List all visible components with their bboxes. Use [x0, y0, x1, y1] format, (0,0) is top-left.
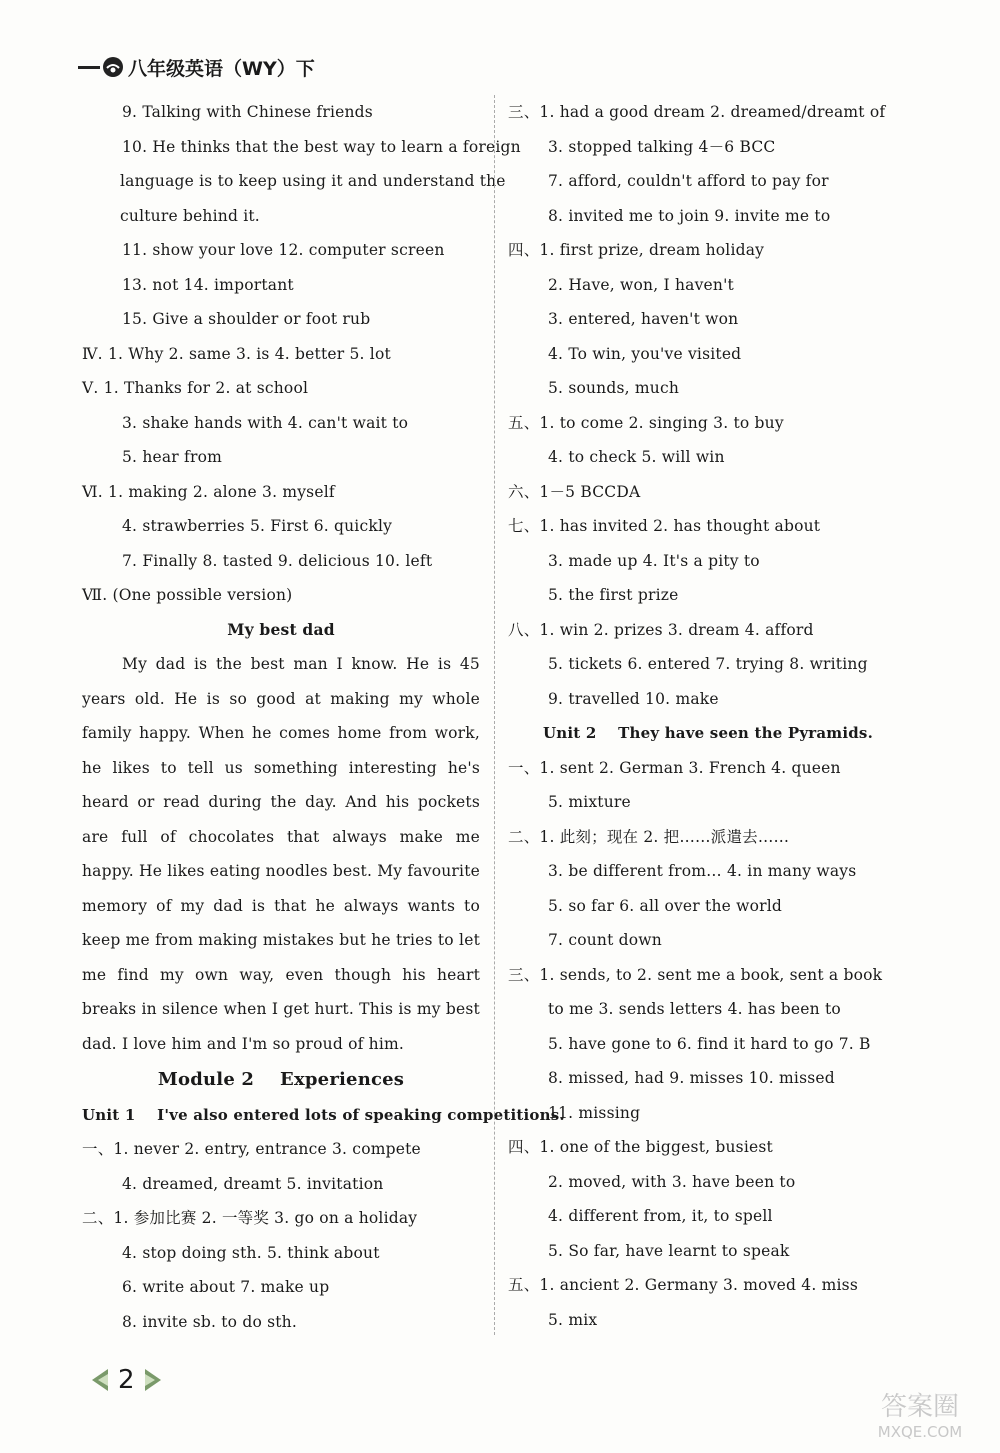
answer-line: 13. not 14. important — [122, 275, 294, 294]
answer-line: 四、1. first prize, dream holiday — [508, 241, 765, 259]
unit-title: Unit 2 They have seen the Pyramids. — [542, 724, 874, 742]
answer-line: language is to keep using it and understand the — [120, 172, 506, 190]
answer-line: 三、1. sends, to 2. sent me a book, sent a book — [508, 965, 883, 984]
answer-line: 4. strawberries 5. First 6. quickly — [122, 517, 393, 535]
svg-text:MXQE.COM: MXQE.COM — [877, 1423, 963, 1441]
answer-line: 一、1. never 2. entry, entrance 3. compete — [82, 1140, 421, 1158]
watermark-logo — [860, 1385, 980, 1445]
answer-line: 3. be different from… 4. in many ways — [548, 862, 857, 880]
answer-line: 3. entered, haven't won — [548, 310, 739, 328]
answer-line: 5. So far, have learnt to speak — [548, 1241, 790, 1260]
essay-title: My best dad — [227, 619, 335, 639]
next-arrow-icon — [143, 1367, 165, 1393]
answer-line: 4. dreamed, dreamt 5. invitation — [122, 1174, 384, 1193]
answer-line: Ⅴ. 1. Thanks for 2. at school — [82, 379, 309, 397]
right-column — [508, 95, 908, 1337]
answer-line: 5. mix — [548, 1310, 598, 1329]
svg-text:答案圈: 答案圈 — [880, 1392, 960, 1422]
answer-line: Ⅳ. 1. Why 2. same 3. is 4. better 5. lot — [82, 344, 391, 363]
answer-line: 9. travelled 10. make — [548, 689, 719, 708]
answer-line: 3. stopped talking 4－6 BCC — [548, 137, 776, 156]
answer-line: 3. shake hands with 4. can't wait to — [122, 413, 409, 432]
answer-line: 7. Finally 8. tasted 9. delicious 10. left — [122, 551, 433, 570]
answer-line: 5. the first prize — [548, 586, 679, 604]
answer-line: 5. so far 6. all over the world — [548, 896, 783, 915]
answer-line: 一、1. sent 2. German 3. French 4. queen — [508, 758, 841, 777]
answer-line: 5. have gone to 6. find it hard to go 7. B — [548, 1034, 871, 1053]
answer-line: 9. Talking with Chinese friends — [122, 103, 373, 121]
answer-line: 15. Give a shoulder or foot rub — [122, 310, 371, 328]
module-title: Module 2 Experiences — [157, 1069, 405, 1090]
answer-line: 四、1. one of the biggest, busiest — [508, 1138, 773, 1156]
answer-line: 11. missing — [548, 1103, 641, 1122]
answer-line: 8. missed, had 9. misses 10. missed — [548, 1069, 835, 1087]
answer-line: 2. moved, with 3. have been to — [548, 1172, 796, 1191]
answer-line: 五、1. ancient 2. Germany 3. moved 4. miss — [508, 1276, 858, 1294]
answer-line: 2. Have, won, I haven't — [548, 275, 734, 294]
column-divider — [494, 95, 495, 1335]
answer-line: 7. count down — [548, 931, 662, 949]
left-column — [82, 95, 565, 1339]
answer-line: 5. tickets 6. entered 7. trying 8. writing — [548, 655, 868, 673]
answer-line: 11. show your love 12. computer screen — [122, 241, 445, 259]
prev-arrow-icon — [88, 1367, 110, 1393]
answer-line: 二、1. 此刻；现在 2. 把……派遣去…… — [508, 827, 790, 846]
answer-line: Ⅶ. (One possible version) — [82, 586, 293, 604]
answer-line: 4. stop doing sth. 5. think about — [122, 1243, 380, 1262]
answer-line: 5. sounds, much — [548, 379, 680, 397]
answer-line: 七、1. has invited 2. has thought about — [508, 517, 821, 535]
answer-line: 二、1. 参加比赛 2. 一等奖 3. go on a holiday — [82, 1209, 418, 1227]
answer-line: 4. To win, you've visited — [548, 344, 742, 363]
answer-line: Ⅵ. 1. making 2. alone 3. myself — [82, 482, 335, 501]
book-logo-icon — [102, 56, 124, 78]
answer-line: 五、1. to come 2. singing 3. to buy — [508, 413, 784, 432]
answer-line: 4. different from, it, to spell — [548, 1207, 773, 1225]
answer-line: 八、1. win 2. prizes 3. dream 4. afford — [508, 620, 814, 639]
answer-line: 7. afford, couldn't afford to pay for — [548, 172, 829, 190]
answer-line: 六、1－5 BCCDA — [508, 482, 641, 501]
answer-line: culture behind it. — [120, 206, 260, 225]
answer-line: to me 3. sends letters 4. has been to — [548, 1000, 841, 1018]
answer-line: 3. made up 4. It's a pity to — [548, 551, 760, 570]
header-title: 八年级英语（WY）下 — [128, 57, 315, 80]
page-header — [78, 52, 315, 82]
answer-line: 5. hear from — [122, 448, 223, 466]
page-footer — [88, 1360, 165, 1400]
answer-line: 6. write about 7. make up — [122, 1278, 330, 1296]
answer-line: 8. invite sb. to do sth. — [122, 1312, 297, 1331]
header-rule — [78, 66, 100, 69]
answer-line: 10. He thinks that the best way to learn a foreign — [122, 137, 521, 156]
answer-line: 4. to check 5. will win — [548, 448, 725, 466]
answer-line: 三、1. had a good dream 2. dreamed/dreamt of — [508, 103, 886, 121]
answer-line: 8. invited me to join 9. invite me to — [548, 206, 831, 225]
page-number: 2 — [118, 1365, 135, 1395]
essay-body: My dad is the best man I know. He is 45 years old. He is so good at making my whole family happy. When he comes home from work, he likes to tell us something interesting he's heard or read during the day. And his pockets are full of chocolates that always make me happy. He likes eating noodles best. My favourite memory of my dad is that he always wants to keep me from making mistakes but he tries to let me find my own way, even though his heart breaks in silence when I get hurt. This is my best dad. I love him and I'm so proud of him. — [82, 655, 480, 1053]
answer-line: 5. mixture — [548, 793, 631, 811]
unit-title: Unit 1 I've also entered lots of speaking competitions. — [82, 1105, 565, 1124]
